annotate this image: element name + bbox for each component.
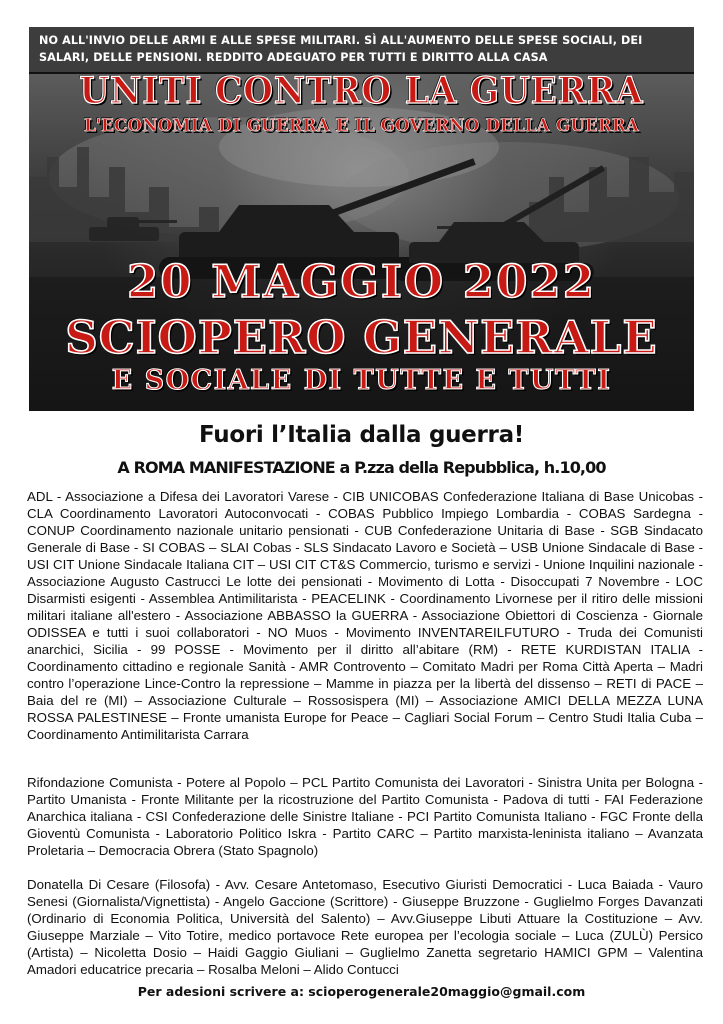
- page-title: Fuori l’Italia dalla guerra!: [199, 422, 524, 448]
- individuals-list: Donatella Di Cesare (Filosofa) - Avv. Cesare Antetomaso, Esecutivo Giuristi Democratici - Luca Baiada - Vauro Senesi (Giornalista/Vignettista) - Angelo Gaccione (Scrittore) - Giuseppe Bruzzone - Guglielmo Forges Davanzati (Ordinario di Economia Politica, Università del Salento) – Avv.Giuseppe Libuti Attuare la Costituzione – Avv. Giuseppe Marziale – Vito Totire, medico portavoce Rete europea per l’ecologia sociale – Luca (ZULÙ) Persico (Artista) – Nicoletta Dosio – Haidi Gaggio Giuliani – Guglielmo Zanetta segretario HAMICI GPM – Valentina Amadori educatrice precaria – Rosalba Meloni – Alido Contucci: [27, 877, 703, 977]
- strike-date: 20 MAGGIO 2022: [126, 255, 597, 308]
- parties-list: Rifondazione Comunista - Potere al Popolo – PCL Partito Comunista dei Lavoratori - Sinistra Unita per Bologna - Partito Umanista - Fronte Militante per la ricostruzione del Partito Comunista - Padova di tutti - FAI Federazione Anarchica italiana - CSI Confederazione delle Sinistre Italiane - PCI Partito Comunista Italiano - FGC Fronte della Gioventù Comunista - Laboratorio Politico Iskra - Partito CARC – Partito marxista-leninista italiano – Avanzata Proletaria – Democracia Obrera (Stato Spagnolo): [27, 775, 703, 858]
- poster-image: [29, 27, 694, 411]
- top-banner: NO ALL'INVIO DELLE ARMI E ALLE SPESE MILITARI. SÌ ALL'AUMENTO DELLE SPESE SOCIALI, DEI SALARI, DELLE PENSIONI. REDDITO ADEGUATO PER TUTTI E DIRITTO ALLA CASA: [29, 27, 694, 74]
- organizations-list: ADL - Associazione a Difesa dei Lavoratori Varese - CIB UNICOBAS Confederazione Italiana di Base Unicobas - CLA Coordinamento Lavoratori Autoconvocati - COBAS Pubblico Impiego Lombardia - COBAS Sardegna - CONUP Coordinamento nazionale unitario pensionati - CUB Confederazione Unitaria di Base - SGB Sindacato Generale di Base - SI COBAS – SLAI Cobas - SLS Sindacato Lavoro e Società – USB Unione Sindacale di Base - USI CIT Unione Sindacale Italiana CIT – USI CIT CT&S Commercio, turismo e servizi - Unione Inquilini nazionale - Associazione Augusto Castrucci Le lotte dei pensionati - Movimento di Lotta - Disoccupati 7 Novembre - LOC Disarmisti esigenti - Assemblea Antimilitarista - PEACELINK - Coordinamento Livornese per il ritiro delle missioni militari italiane all'estero - Associazione ABBASSO la GUERRA - Associazione Obiettori di Coscienza - Giornale ODISSEA e tutti i suoi collaboratori - NO Muos - Movimento INVENTAREILFUTURO - Truda dei Comunisti anarchici, Sicilia - 99 POSSE - Movimento per il diritto all’abitare (RM) - RETE KURDISTAN ITALIA - Coordinamento cittadino e regionale Sanità - AMR Controvento – Comitato Madri per Roma Città Aperta – Madri contro l’operazione Lince-Contro la repressione – Mamme in piazza per la libertà del dissenso – RETI di PACE – Baia del re (MI) – Associazione Culturale – Rossosispera (MI) – Associazione AMICI DELLA MEZZA LUNA ROSSA PALESTINESE – Fronte umanista Europe for Peace – Cagliari Social Forum – Centro Studi Italia Cuba – Coordinamento Antimilitarista Carrara: [27, 489, 703, 742]
- strike-subtitle: E SOCIALE DI TUTTE E TUTTI: [111, 365, 612, 396]
- demonstration-info: A ROMA MANIFESTAZIONE a P.zza della Repubblica, h.10,00: [117, 458, 606, 477]
- poster-subheadline: L'ECONOMIA DI GUERRA E IL GOVERNO DELLA GUERRA: [83, 116, 640, 135]
- contact-footer: Per adesioni scrivere a: scioperogenerale20maggio@gmail.com: [137, 984, 586, 999]
- strike-title: SCIOPERO GENERALE: [65, 311, 658, 364]
- poster-headline: UNITI CONTRO LA GUERRA: [79, 69, 644, 113]
